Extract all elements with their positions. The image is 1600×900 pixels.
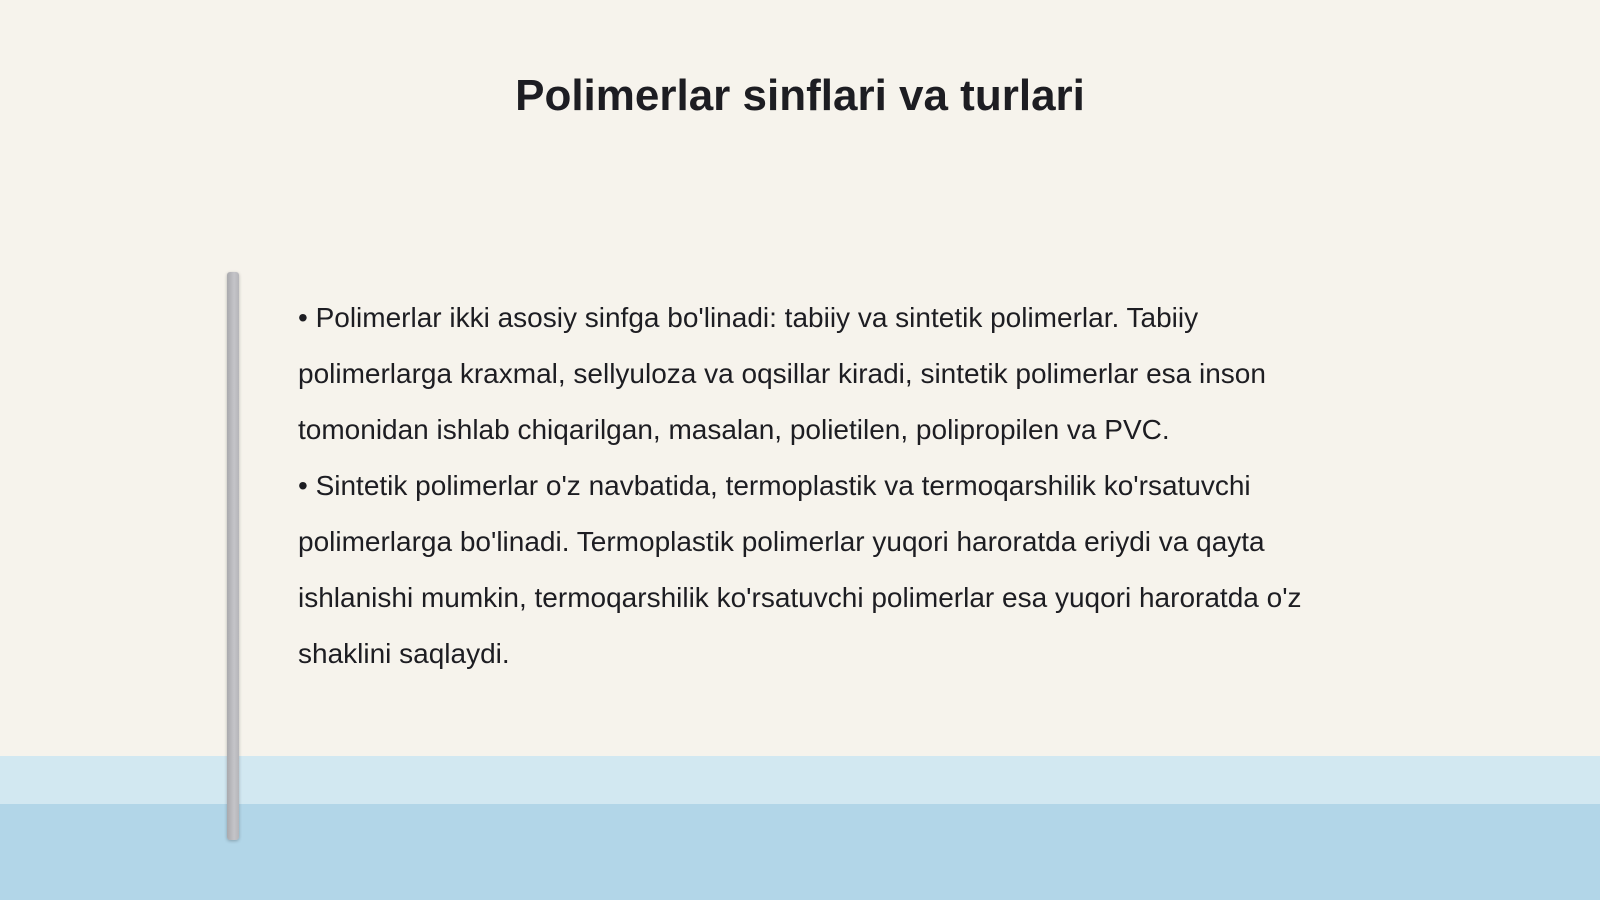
footer-band-dark [0, 804, 1600, 900]
slide-title: Polimerlar sinflari va turlari [515, 71, 1085, 120]
slide-content [298, 290, 1308, 682]
bullet-paragraph-2: • Sintetik polimerlar o'z navbatida, termoplastik va termoqarshilik ko'rsatuvchi polimerlarga bo'linadi. Termoplastik polimerlar yuqori haroratda eriydi va qayta ishlanishi mumkin, termoqarshilik ko'rsatuvchi polimerlar esa yuqori haroratda o'z shaklini saqlaydi. [298, 470, 1302, 669]
footer-band-light [0, 756, 1600, 806]
bullet-paragraph-1: • Polimerlar ikki asosiy sinfga bo'linadi: tabiiy va sintetik polimerlar. Tabiiy polimerlarga kraxmal, sellyuloza va oqsillar kiradi, sintetik polimerlar esa inson tomonidan ishlab chiqarilgan, masalan, polietilen, polipropilen va PVC. [298, 302, 1266, 445]
accent-bar [227, 272, 239, 840]
